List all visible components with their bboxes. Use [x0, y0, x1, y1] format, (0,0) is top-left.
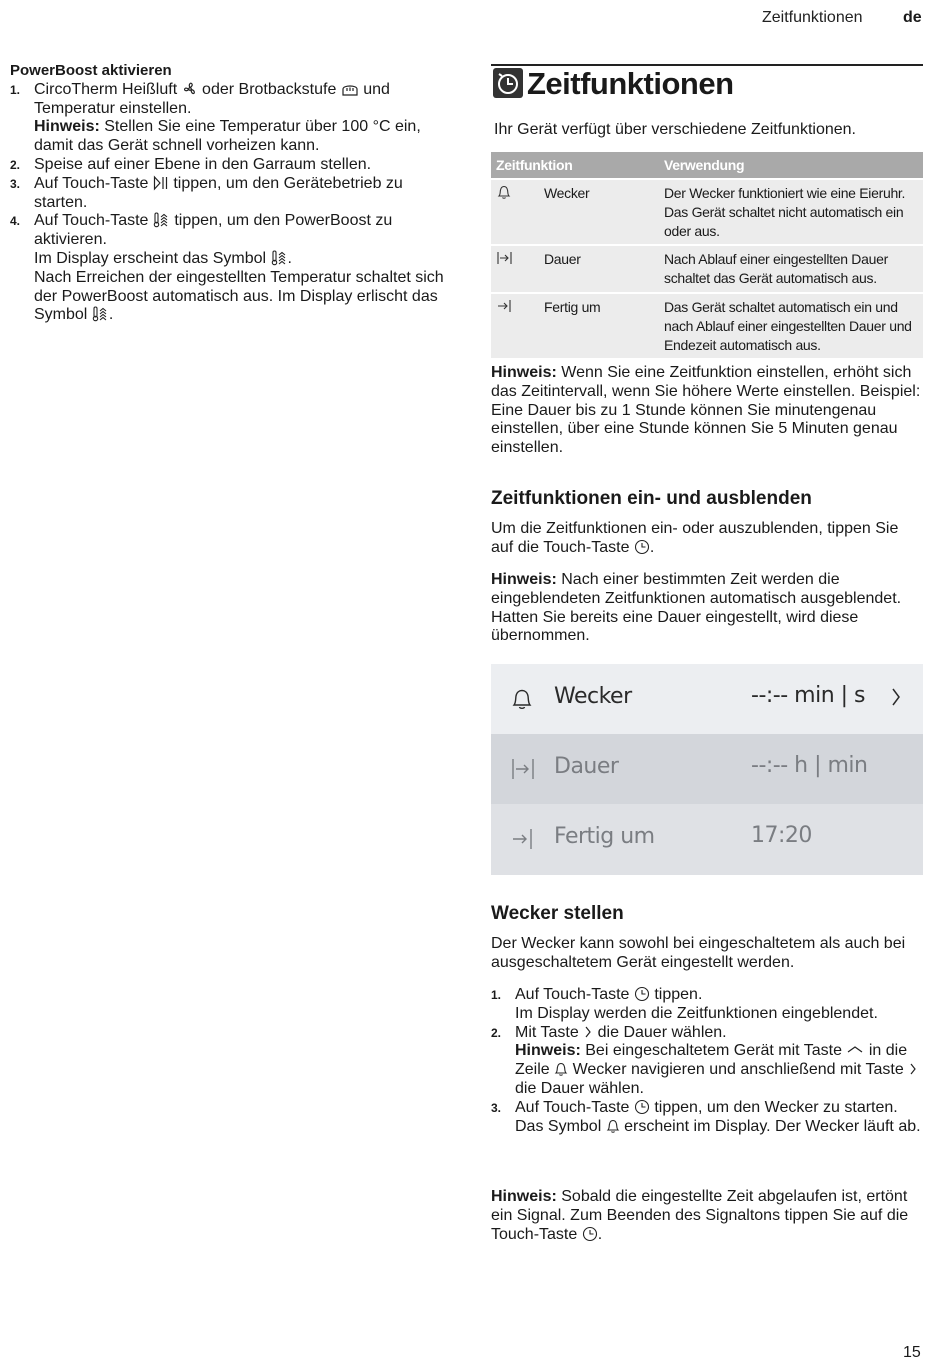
display-row-fertig-um[interactable] [491, 804, 923, 875]
display-row-value: 17:20 [751, 823, 812, 848]
fan-icon [182, 81, 198, 97]
table-cell: Fertig um [539, 293, 659, 358]
note-interval: Hinweis: Wenn Sie eine Zeitfunktion einstellen, erhöht sich das Zeitintervall, wenn Sie höhere Werte einstellen. Beispiel: Eine Dauer bis zu 1 Stunde können Sie minutengenau einstellen, über eine Stunde können Sie 5 Minuten genau einstellen. [491, 364, 921, 457]
table-cell: Nach Ablauf einer eingestellten Dauer schaltet das Gerät automatisch aus. [659, 245, 923, 293]
clock-icon [634, 986, 650, 1002]
end-time-icon [491, 293, 539, 358]
page-title: Zeitfunktionen [527, 66, 734, 101]
display-row-label: Fertig um [554, 824, 655, 849]
chevron-right-icon[interactable] [889, 685, 903, 713]
list-item: 1. Auf Touch-Taste tippen. Im Display werden die Zeitfunktionen eingeblendet. [491, 986, 878, 1022]
table-row [491, 245, 923, 293]
chevron-right-icon [583, 1024, 593, 1040]
chevron-right-icon [908, 1061, 918, 1077]
bell-icon [511, 687, 533, 715]
powerboost-section [10, 62, 450, 325]
powerboost-icon [271, 250, 288, 266]
chevron-up-icon [846, 1042, 864, 1058]
clock-icon [493, 68, 523, 98]
running-header-title: Zeitfunktionen [762, 9, 863, 26]
wecker-steps [491, 986, 924, 1136]
display-illustration [491, 664, 923, 875]
powerboost-icon [92, 306, 109, 322]
list-item: 1. CircoTherm Heißluft oder Brotbackstufe und Temperatur einstellen. Hinweis: Stellen Sie eine Temperatur über 100 °C ein, damit das Gerät schnell vorheizen kann. [10, 80, 421, 155]
display-row-label: Dauer [554, 754, 619, 779]
powerboost-heading: PowerBoost aktivieren [10, 62, 172, 79]
list-item: 2. Speise auf einer Ebene in den Garraum stellen. [10, 155, 372, 173]
list-item: 4. Auf Touch-Taste tippen, um den PowerBoost zu aktivieren. Im Display erscheint das Symbol . Nach Erreichen der eingestellten Temperatur schaltet sich der PowerBoost automatisch aus. Im Display erlischt das Symbol . [10, 212, 444, 324]
table-row [491, 179, 923, 245]
language-code: de [903, 9, 922, 26]
table-cell: Wecker [539, 179, 659, 245]
bell-icon [554, 1061, 568, 1077]
section-intro: Ihr Gerät verfügt über verschiedene Zeitfunktionen. [494, 121, 856, 138]
bell-icon [606, 1118, 620, 1134]
clock-icon [582, 1226, 598, 1242]
table-cell: Das Gerät schaltet automatisch ein und nach Ablauf einer eingestellten Dauer und Endezeit automatisch aus. [659, 293, 923, 358]
list-item: 3. Auf Touch-Taste tippen, um den Wecker zu starten. Das Symbol erscheint im Display. Der Wecker läuft ab. [491, 1098, 921, 1135]
toggle-heading: Zeitfunktionen ein- und ausblenden [491, 488, 812, 509]
list-item: 3. Auf Touch-Taste tippen, um den Gerätebetrieb zu starten. [10, 174, 403, 211]
duration-icon [491, 245, 539, 293]
wecker-intro: Der Wecker kann sowohl bei eingeschaltetem als auch bei ausgeschaltetem Gerät eingestellt werden. [491, 935, 906, 971]
play-pause-icon [153, 175, 169, 191]
section-heading [491, 64, 923, 104]
table-header-cell: Verwendung [659, 152, 923, 179]
table-cell: Der Wecker funktioniert wie eine Eieruhr. Das Gerät schaltet nicht automatisch ein oder aus. [659, 179, 923, 245]
table-header-cell: Zeitfunktion [491, 152, 659, 179]
wecker-note: Hinweis: Sobald die eingestellte Zeit abgelaufen ist, ertönt ein Signal. Zum Beenden des Signaltons tippen Sie auf die Touch-Taste . [491, 1188, 909, 1243]
end-time-icon [511, 827, 537, 855]
bell-icon [491, 179, 539, 245]
wecker-heading: Wecker stellen [491, 903, 624, 924]
wecker-steps-container [491, 986, 924, 1136]
table-row [491, 293, 923, 358]
display-row-wecker[interactable] [491, 664, 923, 734]
table-cell: Dauer [539, 245, 659, 293]
page-number: 15 [903, 1344, 921, 1361]
display-row-value: --:-- h | min [751, 753, 868, 778]
display-row-dauer[interactable] [491, 734, 923, 804]
list-item: 2. Mit Taste die Dauer wählen. Hinweis: Bei eingeschaltetem Gerät mit Taste in die Zeile Wecker navigieren und anschließend mit Taste die Dauer wählen. [491, 1024, 924, 1099]
toggle-note: Hinweis: Nach einer bestimmten Zeit werden die eingeblendeten Zeitfunktionen automatisch ausgeblendet. Hatten Sie bereits eine Dauer eingestellt, wird diese übernommen. [491, 571, 902, 645]
clock-icon [634, 539, 650, 555]
bread-icon [341, 83, 359, 97]
display-row-value: --:-- min | s [751, 683, 866, 708]
powerboost-steps [10, 81, 450, 325]
clock-icon [634, 1099, 650, 1115]
toggle-text: Um die Zeitfunktionen ein- oder auszublenden, tippen Sie auf die Touch-Taste . [491, 520, 899, 556]
display-row-label: Wecker [554, 684, 632, 709]
table-header-row [491, 152, 923, 179]
duration-icon [511, 757, 537, 785]
time-functions-table [491, 152, 923, 358]
powerboost-icon [153, 212, 170, 228]
